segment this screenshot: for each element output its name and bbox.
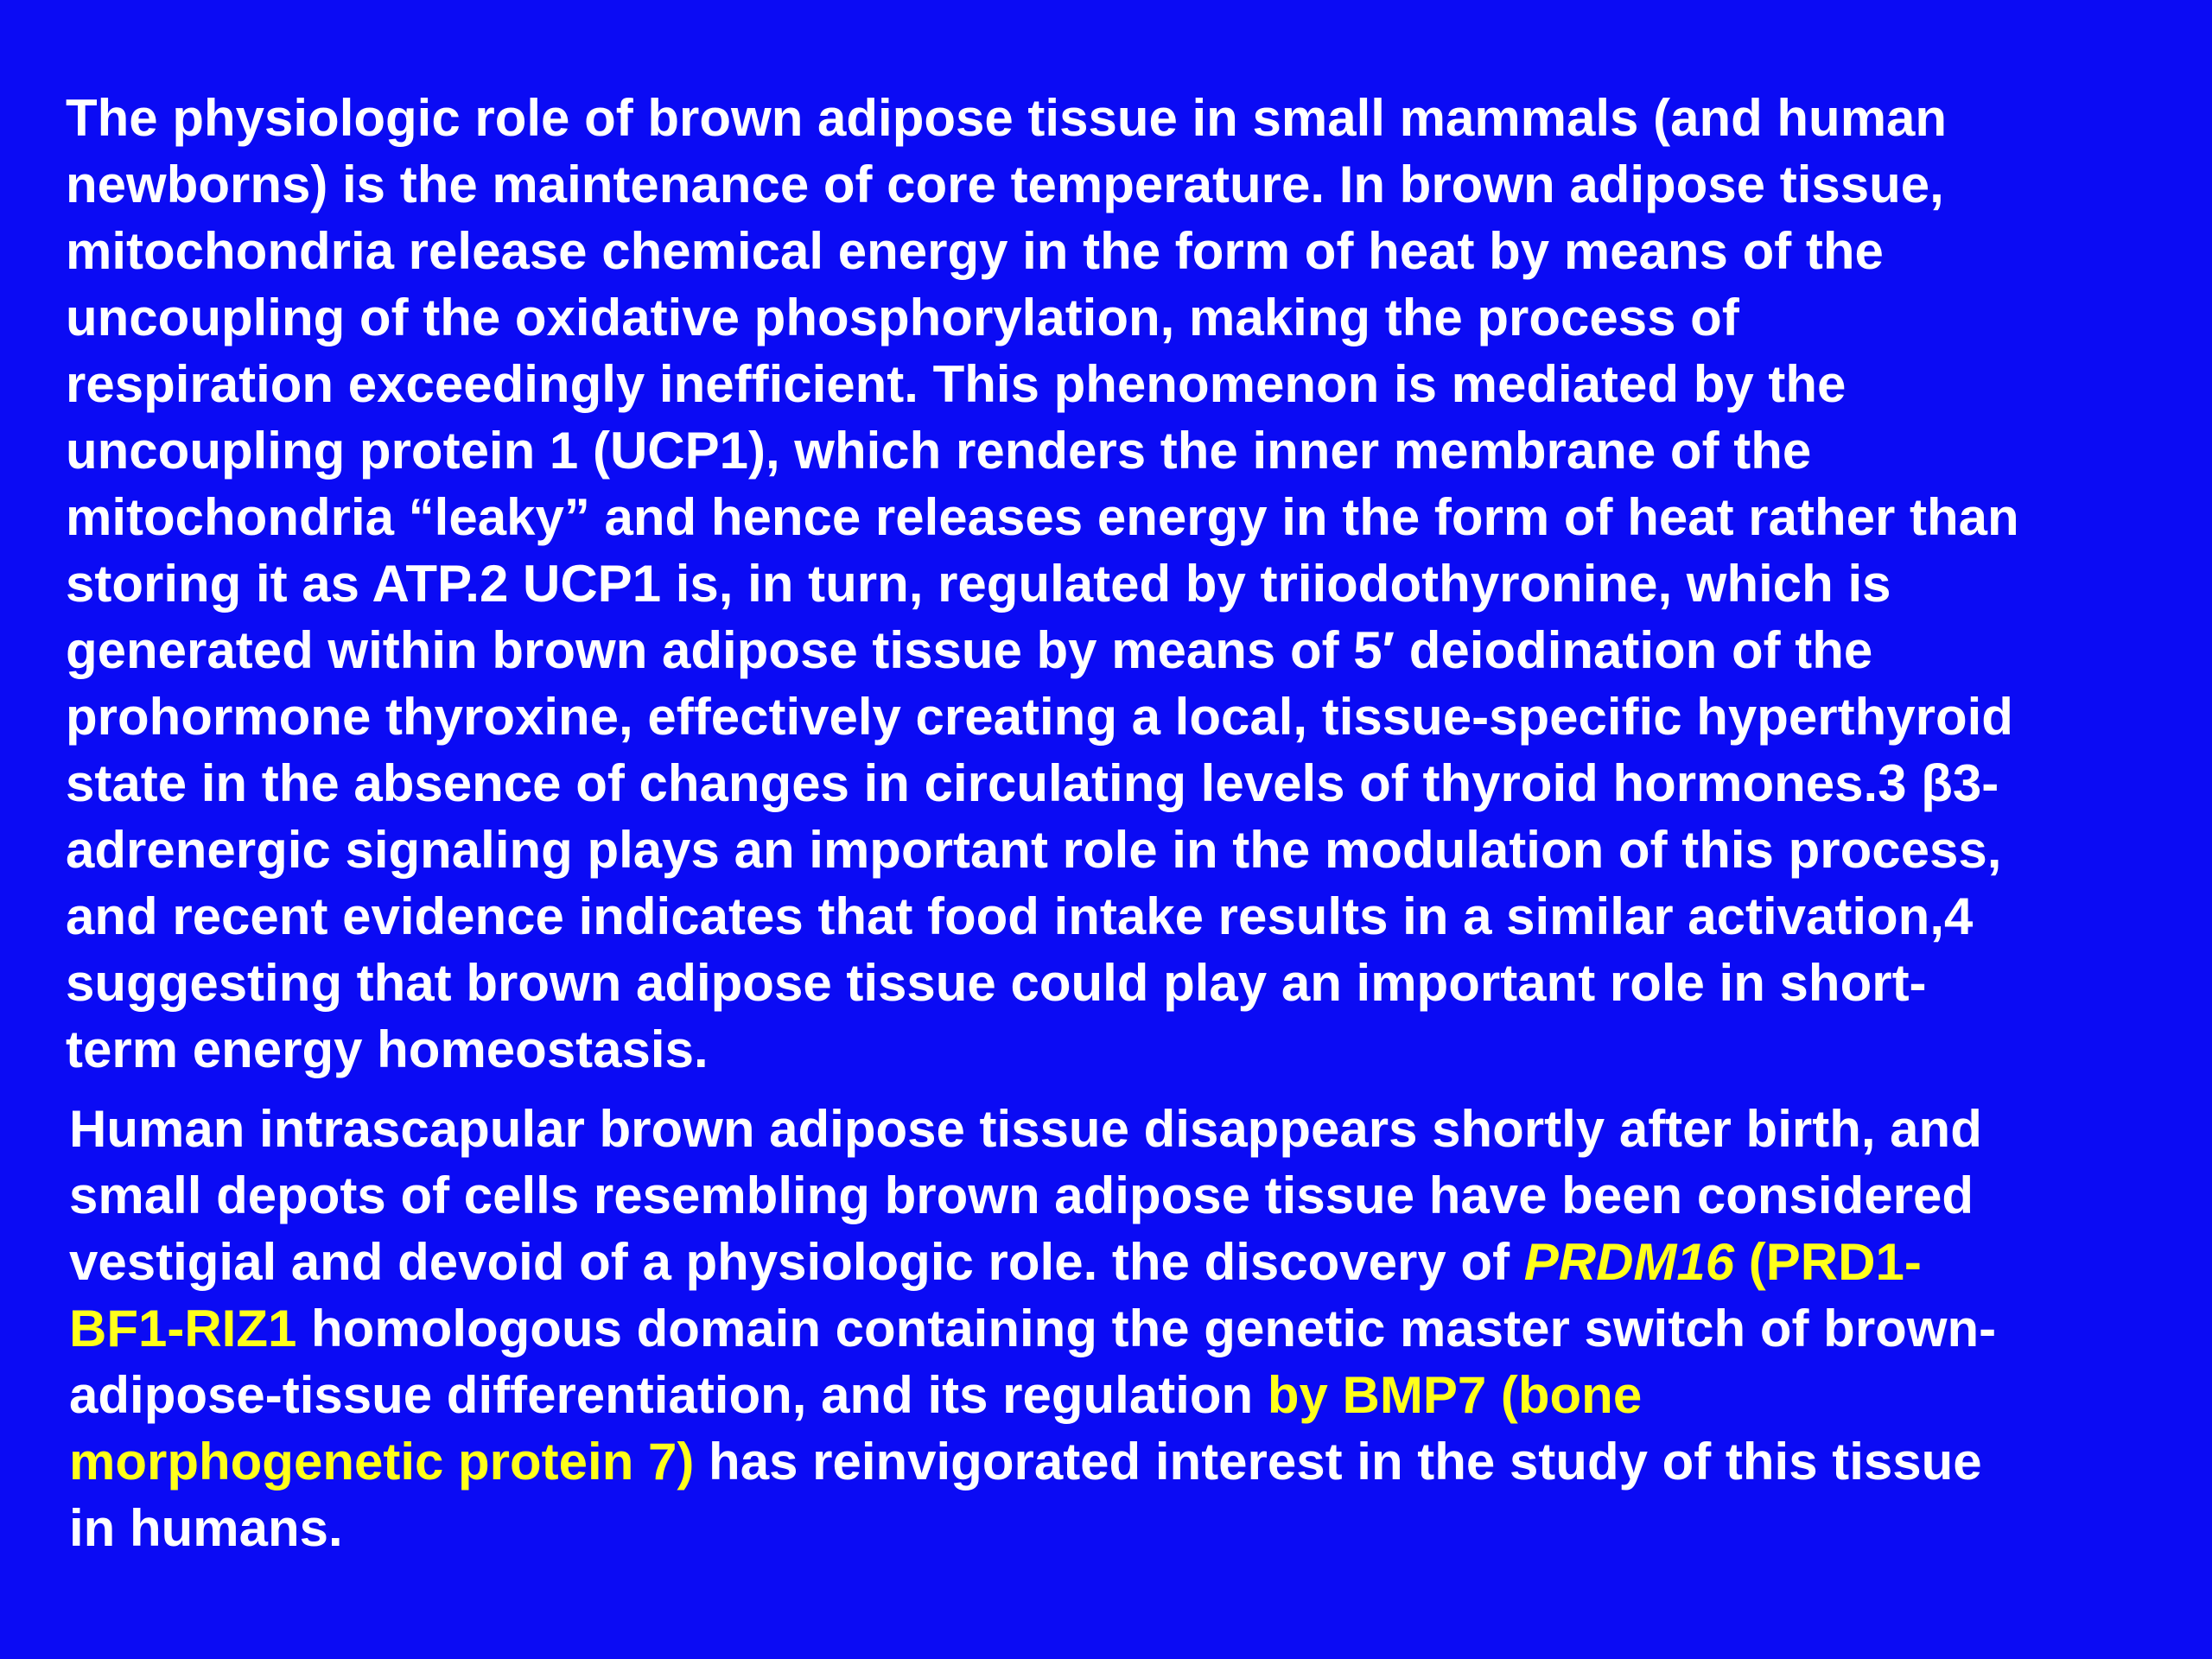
paragraph-line: adrenergic signaling plays an important role in the modulation of this process, [66, 821, 2002, 879]
paragraph-brown-adipose-physiology [66, 85, 2174, 1083]
highlight-text: by BMP7 (bone [1267, 1366, 1643, 1424]
paragraph-line: mitochondria release chemical energy in the form of heat by means of the [66, 222, 1884, 280]
text-run: has reinvigorated interest in the study of this tissue [694, 1433, 1982, 1491]
gene-name-highlight: PRDM16 [1523, 1233, 1735, 1291]
paragraph-line [69, 1495, 2177, 1561]
text-run: vestigial and devoid of a physiologic role. the discovery of [69, 1233, 1524, 1291]
paragraph-line: suggesting that brown adipose tissue could play an important role in short- [66, 954, 1927, 1012]
paragraph-line [69, 1162, 2177, 1229]
highlight-text: (PRD1- [1734, 1233, 1922, 1291]
paragraph-line: term energy homeostasis. [66, 1020, 709, 1078]
highlight-text: morphogenetic protein 7) [69, 1433, 695, 1491]
paragraph-line: prohormone thyroxine, effectively creating a local, tissue-specific hyperthyroid [66, 688, 2013, 746]
paragraph-line: state in the absence of changes in circulating levels of thyroid hormones.3 β3- [66, 754, 1999, 812]
text-run: small depots of cells resembling brown adipose tissue have been considered [69, 1166, 1974, 1224]
paragraph-line [69, 1362, 2177, 1428]
paragraph-line [69, 1229, 2177, 1295]
highlight-text: BF1-RIZ1 [69, 1300, 297, 1357]
paragraph-line: newborns) is the maintenance of core temperature. In brown adipose tissue, [66, 156, 1944, 213]
paragraph-line: and recent evidence indicates that food intake results in a similar activation,4 [66, 887, 1974, 945]
paragraph-line: respiration exceedingly inefficient. This phenomenon is mediated by the [66, 355, 1847, 413]
paragraph-line: uncoupling protein 1 (UCP1), which renders the inner membrane of the [66, 422, 1812, 480]
paragraph-line [69, 1295, 2177, 1362]
paragraph-line: mitochondria “leaky” and hence releases energy in the form of heat rather than [66, 488, 2019, 546]
text-run: homologous domain containing the genetic master switch of brown- [296, 1300, 1997, 1357]
paragraph-line [69, 1096, 2177, 1162]
text-run: in humans. [69, 1499, 343, 1557]
paragraph-human-brown-adipose [69, 1096, 2177, 1561]
text-run: adipose-tissue differentiation, and its regulation [69, 1366, 1268, 1424]
paragraph-line [69, 1428, 2177, 1495]
paragraph-line: generated within brown adipose tissue by means of 5′ deiodination of the [66, 621, 1873, 679]
text-run: Human intrascapular brown adipose tissue disappears shortly after birth, and [69, 1100, 1982, 1158]
paragraph-line: uncoupling of the oxidative phosphorylation, making the process of [66, 289, 1739, 346]
paragraph-line: storing it as ATP.2 UCP1 is, in turn, regulated by triiodothyronine, which is [66, 555, 1891, 613]
paragraph-line: The physiologic role of brown adipose tissue in small mammals (and human [66, 89, 1948, 147]
